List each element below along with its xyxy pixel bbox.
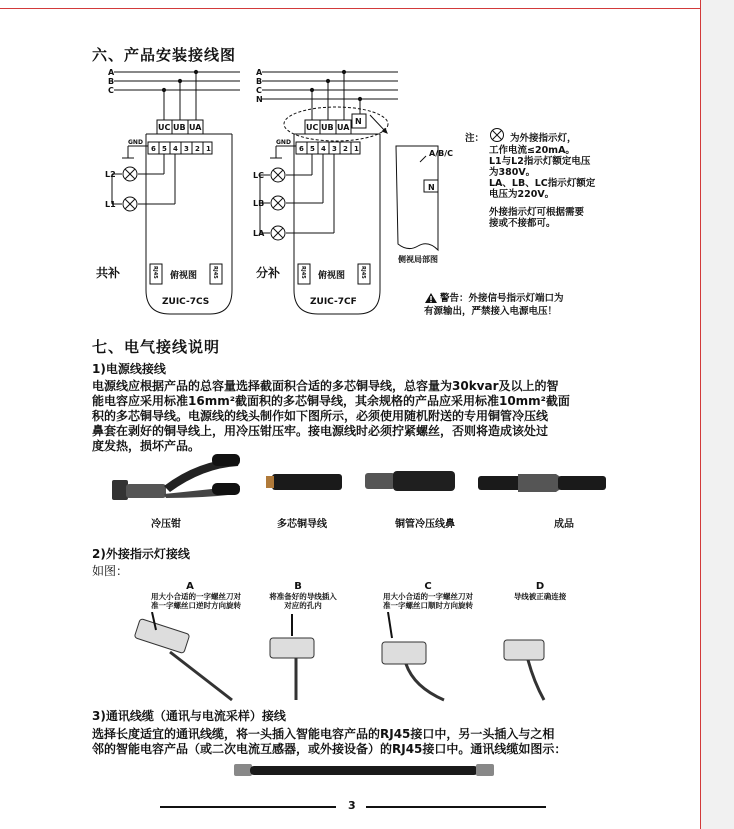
pin-3: 3 bbox=[184, 145, 189, 153]
subsection-comm: 3)通讯线缆（通讯与电流采样）接线 bbox=[92, 709, 286, 723]
side-abc-label: A/B/C bbox=[429, 149, 454, 158]
indicator-steps-illustration bbox=[124, 612, 604, 704]
gnd-label2: GND bbox=[276, 139, 291, 146]
view-label2: 俯视图 bbox=[318, 271, 346, 281]
caption-product: 成品 bbox=[554, 519, 574, 530]
wiring-diagram-left bbox=[100, 62, 240, 324]
lamp-label-lc: LC bbox=[253, 171, 264, 180]
comm-cable-image bbox=[234, 760, 494, 780]
step-b-line-1: 将准备好的导线插入 bbox=[269, 592, 337, 601]
section6-title: 六、产品安装接线图 bbox=[92, 46, 237, 64]
lamp-symbol-icon bbox=[489, 127, 505, 143]
pin-2: 2 bbox=[195, 145, 200, 153]
copper-lug-image bbox=[365, 467, 455, 497]
subsection-indicator: 2)外接指示灯接线 bbox=[92, 547, 190, 561]
terminal-ua: UA bbox=[189, 123, 202, 132]
pin-4b: 4 bbox=[321, 145, 326, 153]
step-a-letter: A bbox=[186, 581, 194, 592]
pin-5b: 5 bbox=[310, 145, 315, 153]
power-para-line-1: 电源线应根据产品的总容量选择截面积合适的多芯铜导线，总容量为30kvar及以上的智 bbox=[92, 379, 559, 393]
step-c-text bbox=[372, 592, 484, 610]
warning-icon bbox=[424, 292, 438, 304]
pin-6b: 6 bbox=[299, 145, 304, 153]
pin-3b: 3 bbox=[332, 145, 337, 153]
step-b-line-2: 对应的孔内 bbox=[284, 601, 322, 610]
comm-paragraph bbox=[92, 727, 692, 757]
lamp-label-lb: LB bbox=[253, 199, 265, 208]
note-line-2: 工作电流≤20mA。 bbox=[489, 145, 575, 156]
as-shown-label: 如图： bbox=[92, 564, 129, 578]
line-label-c: C bbox=[108, 86, 114, 95]
note-line-1: 为外接指示灯， bbox=[510, 133, 577, 144]
footer-rule-right bbox=[366, 806, 546, 808]
section7-title: 七、电气接线说明 bbox=[92, 338, 221, 356]
mode-left: 共补 bbox=[96, 266, 121, 280]
top-border bbox=[0, 8, 700, 9]
finished-product-image bbox=[478, 466, 606, 500]
note-extra-1: 外接指示灯可根据需要 bbox=[489, 207, 585, 218]
step-b-letter: B bbox=[294, 581, 302, 592]
note-line-3: L1与L2指示灯额定电压 bbox=[489, 156, 591, 167]
step-c-letter: C bbox=[424, 581, 432, 592]
power-para-line-3: 积的多芯铜导线。电源线的线头制作如下图所示，必须使用随机附送的专用铜管冷压线 bbox=[92, 409, 549, 423]
power-paragraph bbox=[92, 379, 692, 454]
step-a-text bbox=[140, 592, 252, 610]
step-b-text bbox=[258, 592, 348, 610]
note-line-5: LA、LB、LC指示灯额定 bbox=[489, 178, 596, 189]
line-label-n: N bbox=[256, 95, 263, 104]
warning-line-1: 警告：外接信号指示灯端口为 bbox=[440, 293, 564, 304]
note-prefix: 注： bbox=[465, 133, 485, 144]
comm-para-line-2: 邻的智能电容产品（或二次电流互感器，或外接设备）的RJ45接口中。通讯线缆如图示： bbox=[92, 742, 567, 756]
warning-line-2: 有源输出，严禁接入电源电压！ bbox=[424, 306, 558, 317]
step-a-line-1: 用大小合适的一字螺丝刀对 bbox=[151, 592, 241, 601]
gnd-label: GND bbox=[128, 139, 143, 146]
power-para-line-4: 鼻套在剥好的铜导线上，用冷压钳压牢。接电源线时必须拧紧螺丝，否则将造成该处过 bbox=[92, 424, 549, 438]
note-extra-2: 接或不接都可。 bbox=[489, 218, 556, 229]
power-para-line-2: 能电容应采用标准16mm²截面积的多芯铜导线，其余规格的产品应采用标准10mm²截面 bbox=[92, 394, 570, 408]
line-label-b2: B bbox=[256, 77, 263, 86]
side-n-label: N bbox=[428, 183, 435, 192]
note-line-6: 电压为220V。 bbox=[489, 189, 555, 200]
page-number: 3 bbox=[348, 799, 356, 812]
step-a-line-2: 准一字螺丝口逆时方向旋转 bbox=[151, 601, 241, 610]
terminal-uc2: UC bbox=[306, 123, 319, 132]
pin-1b: 1 bbox=[354, 145, 359, 153]
mode-right: 分补 bbox=[256, 266, 281, 280]
pin-5: 5 bbox=[162, 145, 167, 153]
step-c-line-2: 准一字螺丝口顺时方向旋转 bbox=[383, 601, 473, 610]
line-label-c2: C bbox=[256, 86, 262, 95]
caption-wire: 多芯铜导线 bbox=[277, 519, 327, 530]
footer-rule-left bbox=[160, 806, 336, 808]
rj45-left-b: RJ45 bbox=[212, 266, 218, 279]
rj45-left-a: RJ45 bbox=[152, 266, 158, 279]
side-panel bbox=[701, 0, 734, 829]
step-d-line-1: 导线被正确连接 bbox=[513, 592, 567, 601]
terminal-ub: UB bbox=[173, 123, 186, 132]
side-view-label: 侧视局部图 bbox=[398, 255, 438, 264]
model-right: ZUIC-7CF bbox=[310, 297, 357, 307]
terminal-uc: UC bbox=[158, 123, 171, 132]
comm-para-line-1: 选择长度适宜的通讯线缆，将一头插入智能电容产品的RJ45接口中，另一头插入与之相 bbox=[92, 727, 555, 741]
lamp-label-l2: L2 bbox=[105, 170, 116, 179]
step-c-line-1: 用大小合适的一字螺丝刀对 bbox=[383, 592, 473, 601]
pin-4: 4 bbox=[173, 145, 178, 153]
terminal-ub2: UB bbox=[321, 123, 334, 132]
lamp-label-l1: L1 bbox=[105, 200, 116, 209]
subsection-power: 1)电源线接线 bbox=[92, 362, 166, 376]
wiring-diagram-right bbox=[248, 62, 478, 324]
crimping-pliers-image bbox=[108, 450, 243, 512]
power-para-line-5: 度发热，损坏产品。 bbox=[92, 439, 201, 453]
terminal-n2: N bbox=[355, 117, 362, 126]
view-label: 俯视图 bbox=[170, 271, 198, 281]
line-label-a2: A bbox=[256, 68, 263, 77]
pin-1: 1 bbox=[206, 145, 211, 153]
note-line-4: 为380V。 bbox=[489, 167, 536, 178]
rj45-right-a: RJ45 bbox=[300, 266, 306, 279]
step-d-text bbox=[500, 592, 580, 601]
caption-pliers: 冷压钳 bbox=[151, 519, 181, 530]
lamp-label-la: LA bbox=[253, 229, 265, 238]
rj45-right-b: RJ45 bbox=[360, 266, 366, 279]
model-left: ZUIC-7CS bbox=[162, 297, 210, 307]
caption-lug: 铜管冷压线鼻 bbox=[395, 519, 455, 530]
copper-wire-image bbox=[266, 470, 342, 496]
pin-2b: 2 bbox=[343, 145, 348, 153]
line-label-b: B bbox=[108, 77, 115, 86]
pin-6: 6 bbox=[151, 145, 156, 153]
line-label-a: A bbox=[108, 68, 115, 77]
terminal-ua2: UA bbox=[337, 123, 350, 132]
step-d-letter: D bbox=[535, 581, 545, 592]
